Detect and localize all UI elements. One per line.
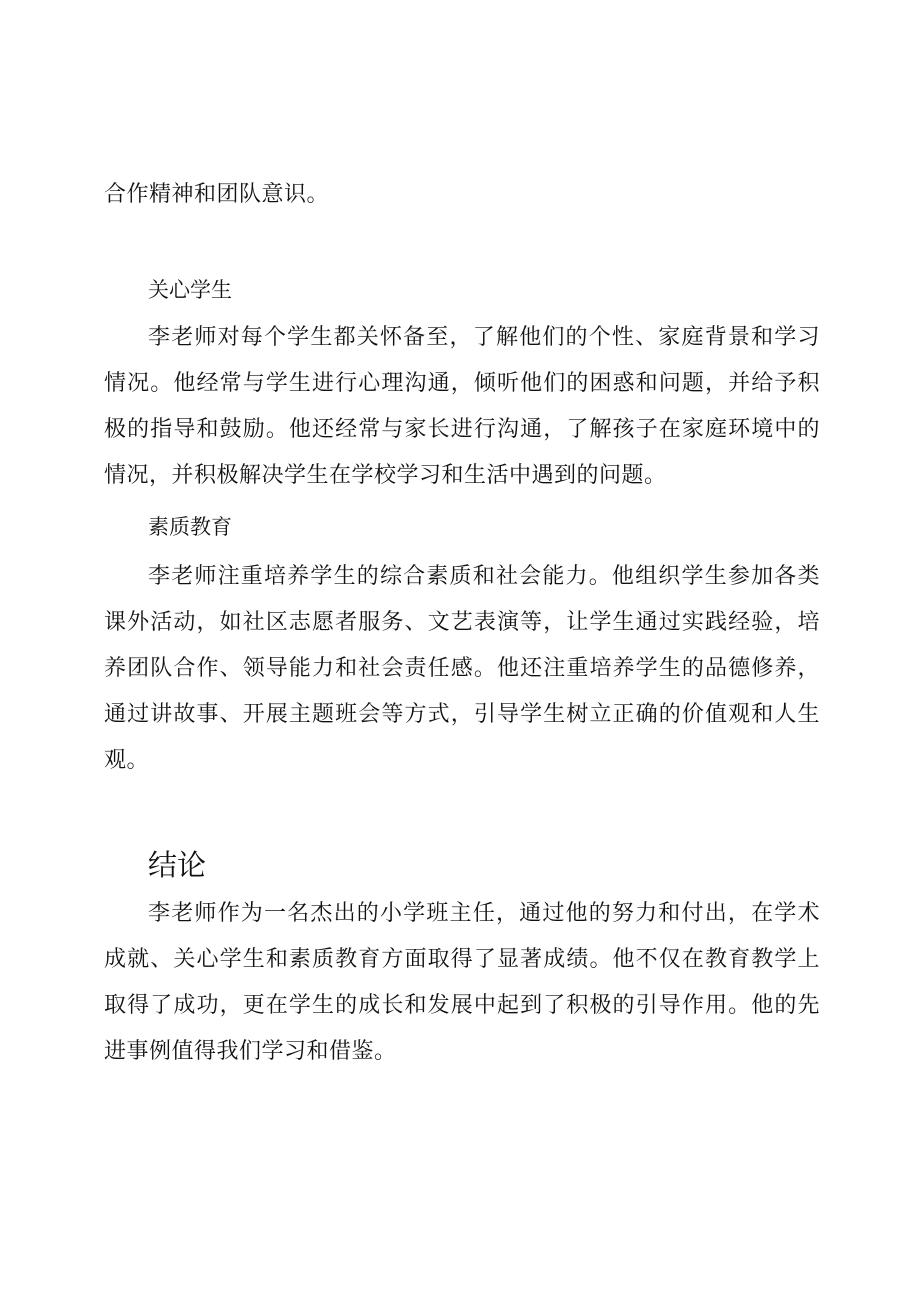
section-heading-caring-students: 关心学生 [148,278,232,302]
section-body-quality-education: 李老师注重培养学生的综合素质和社会能力。他组织学生参加各类课外活动，如社区志愿者服务、文艺表演等，让学生通过实践经验，培养团队合作、领导能力和社会责任感。他还注重培养学生的品德修养，通过讲故事、开展主题班会等方式，引导学生树立正确的价值观和人生观。 [104,564,820,773]
conclusion-body: 李老师作为一名杰出的小学班主任，通过他的努力和付出，在学术成就、关心学生和素质教育方面取得了显著成绩。他不仅在教育教学上取得了成功，更在学生的成长和发展中起到了积极的引导作用。他的先进事例值得我们学习和借鉴。 [104,901,820,1064]
continuation-paragraph: 合作精神和团队意识。 [104,182,330,207]
section-body-caring-students: 李老师对每个学生都关怀备至，了解他们的个性、家庭背景和学习情况。他经常与学生进行心理沟通，倾听他们的困惑和问题，并给予积极的指导和鼓励。他还经常与家长进行沟通，了解孩子在家庭环境中的情况，并积极解决学生在学校学习和生活中遇到的问题。 [104,325,820,488]
section-heading-quality-education: 素质教育 [148,515,232,539]
conclusion-heading: 结论 [148,848,207,882]
